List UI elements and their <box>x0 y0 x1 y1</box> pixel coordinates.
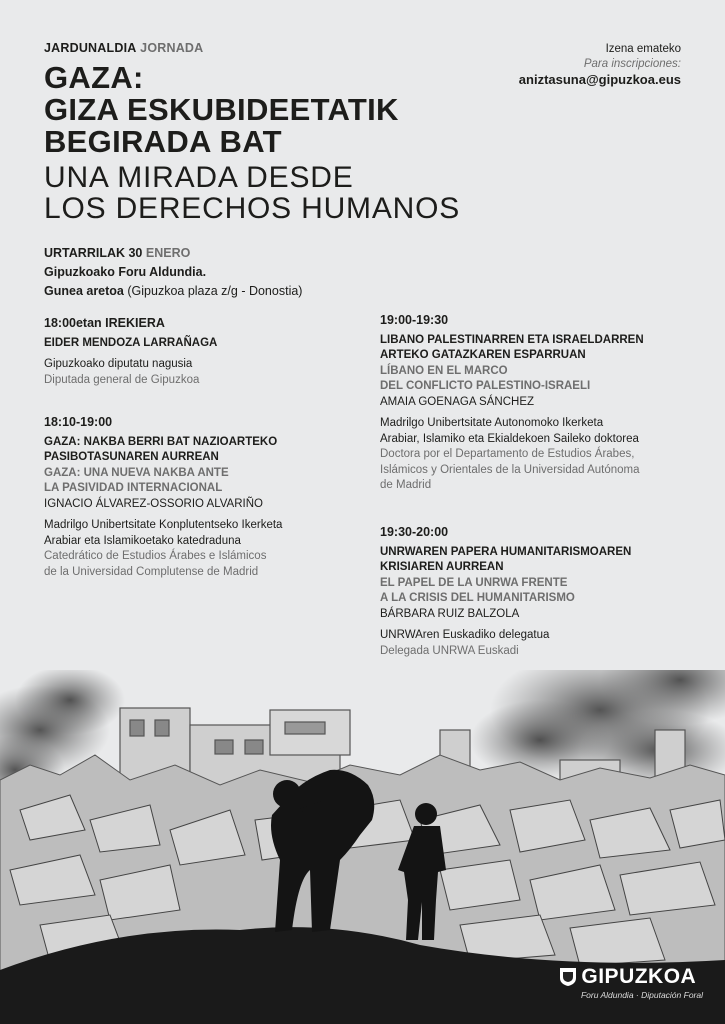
speaker-role-eu: Gipuzkoako diputatu nagusia <box>44 358 193 370</box>
speaker-role-eu: Madrilgo Unibertsitate Autonomoko Ikerketa <box>380 417 604 429</box>
session-1 <box>44 415 364 580</box>
gipuzkoa-logo <box>559 965 703 1000</box>
title-es <box>44 162 460 224</box>
speaker-role-es: de la Universidad Complutense de Madrid <box>44 565 259 578</box>
session-title-eu: PASIBOTASUNAREN AURREAN <box>44 451 219 463</box>
session-time: 19:30-20:00 <box>380 525 449 539</box>
session-time: 19:00-19:30 <box>380 313 449 327</box>
organizer: Gipuzkoako Foru Aldundia. <box>44 265 207 279</box>
session-time: 18:00etan <box>44 316 102 330</box>
session-speaker: BÁRBARA RUIZ BALZOLA <box>380 607 520 620</box>
session-title-eu: UNRWAREN PAPERA HUMANITARISMOAREN <box>380 545 632 558</box>
session-speaker: AMAIA GOENAGA SÁNCHEZ <box>380 395 535 408</box>
title-line: GAZA: <box>44 60 144 95</box>
speaker-role-eu: UNRWAren Euskadiko delegatua <box>380 629 550 641</box>
session-3 <box>380 525 700 659</box>
event-type <box>44 41 203 55</box>
event-type-es: JORNADA <box>140 41 204 55</box>
registration-label-eu: Izena emateko <box>605 43 681 55</box>
venue-name: Gunea aretoa <box>44 284 124 298</box>
date-es: ENERO <box>145 246 191 260</box>
session-speaker: EIDER MENDOZA LARRAÑAGA <box>44 336 218 349</box>
session-title-es: LA PASIVIDAD INTERNACIONAL <box>44 482 223 494</box>
session-speaker: IGNACIO ÁLVAREZ-OSSORIO ALVARIÑO <box>44 497 263 510</box>
speaker-role-es: Diputada general de Gipuzkoa <box>44 373 200 386</box>
session-title-es: A LA CRISIS DEL HUMANITARISMO <box>380 592 575 604</box>
speaker-role-es: Doctora por el Departamento de Estudios Árabes, <box>380 448 635 460</box>
speaker-role-eu: Madrilgo Unibertsitate Konplutentseko Ikerketa <box>44 519 283 531</box>
registration-block <box>519 42 681 87</box>
session-title-es: LÍBANO EN EL MARCO <box>380 364 508 377</box>
subtitle-line: LOS DERECHOS HUMANOS <box>44 192 461 225</box>
speaker-role-es: Catedrático de Estudios Árabes e Islámicos <box>44 550 267 562</box>
title-line: GIZA ESKUBIDEETATIK <box>44 92 399 127</box>
subtitle-line: UNA MIRADA DESDE <box>44 161 354 194</box>
session-title-eu: LIBANO PALESTINARREN ETA ISRAELDARREN <box>380 333 644 346</box>
speaker-role-es: de Madrid <box>380 479 432 491</box>
date-eu: URTARRILAK 30 <box>44 246 143 260</box>
session-title-eu: GAZA: NAKBA BERRI BAT NAZIOARTEKO <box>44 435 278 448</box>
title-eu <box>44 62 399 158</box>
session-title-eu: KRISIAREN AURREAN <box>380 561 504 573</box>
session-2 <box>380 313 700 494</box>
session-title-es: EL PAPEL DE LA UNRWA FRENTE <box>380 576 568 589</box>
logo-subtitle: Foru Aldundia · Diputación Foral <box>580 990 703 1000</box>
logo-name: GIPUZKOA <box>581 965 697 988</box>
session-opening <box>44 316 344 388</box>
title-line: BEGIRADA BAT <box>44 124 282 159</box>
speaker-role-es: Islámicos y Orientales de la Universidad Autónoma <box>380 463 640 476</box>
session-title-es: DEL CONFLICTO PALESTINO-ISRAELI <box>380 380 591 392</box>
venue-address: (Gipuzkoa plaza z/g - Donostia) <box>127 284 303 298</box>
registration-label-es: Para inscripciones: <box>583 58 681 70</box>
speaker-role-es: Delegada UNRWA Euskadi <box>380 644 519 657</box>
session-time: 18:10-19:00 <box>44 415 113 429</box>
registration-email[interactable]: aniztasuna@gipuzkoa.eus <box>518 72 681 87</box>
shield-icon <box>559 967 577 987</box>
speaker-role-eu: Arabiar, Islamiko eta Ekialdekoen Saileko doktorea <box>380 432 639 445</box>
session-title-eu: ARTEKO GATAZKAREN ESPARRUAN <box>380 349 586 361</box>
event-type-eu: JARDUNALDIA <box>44 41 137 55</box>
speaker-role-eu: Arabiar eta Islamikoetako katedraduna <box>44 534 241 547</box>
session-time-label: IREKIERA <box>105 316 165 330</box>
event-info <box>44 244 302 301</box>
session-title-es: GAZA: UNA NUEVA NAKBA ANTE <box>44 466 229 479</box>
